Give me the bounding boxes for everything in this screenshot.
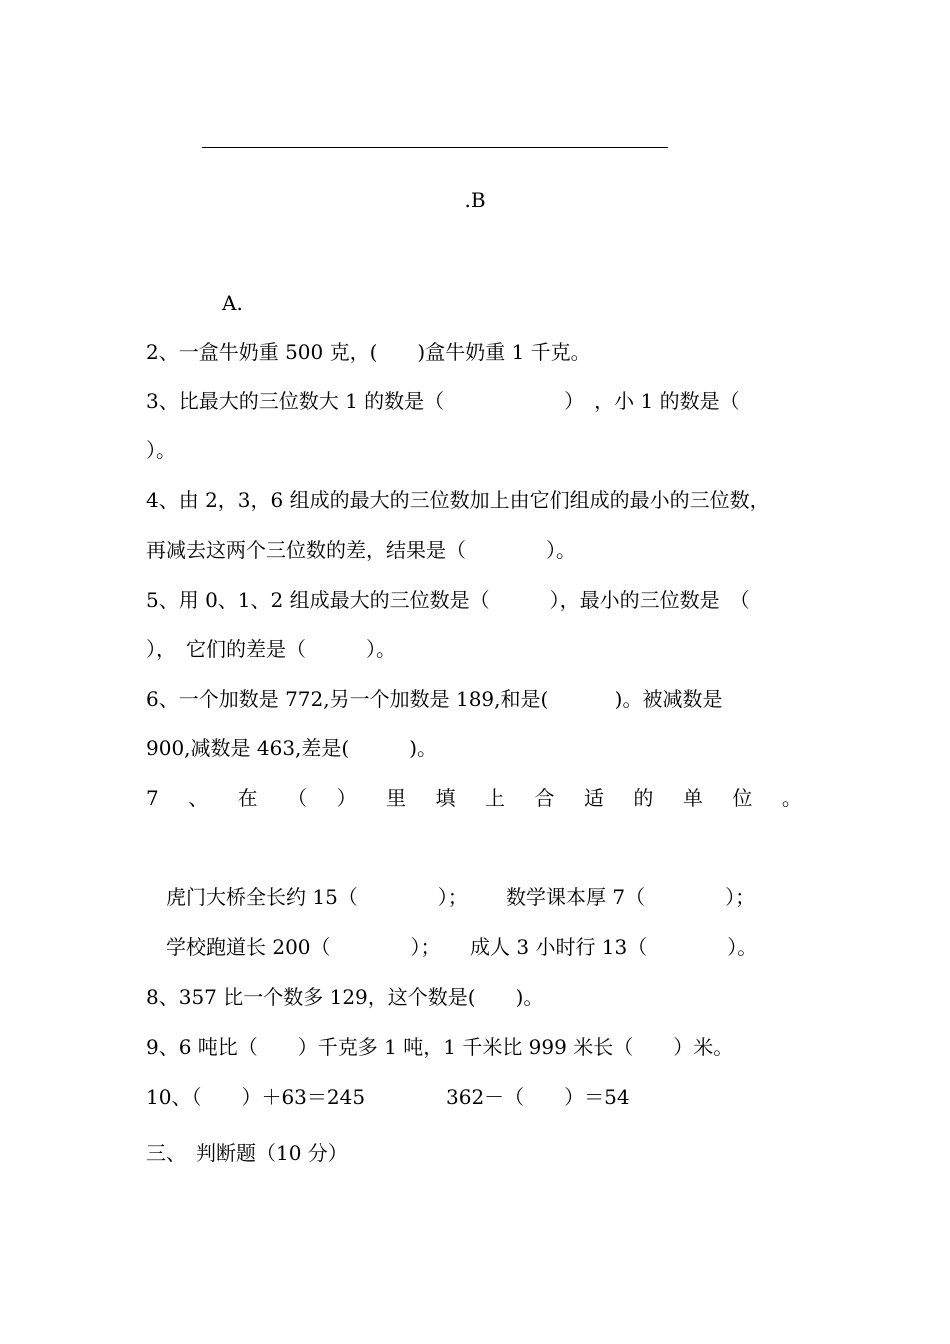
q7-char: 、: [188, 786, 209, 810]
question-4-line-2: 再减去这两个三位数的差，结果是（ ）。: [146, 538, 576, 562]
q7-char: 里: [386, 786, 407, 810]
question-10-part-1: 10、（ ）＋63＝245: [146, 1085, 366, 1109]
question-4-line-1: 4、由 2，3，6 组成的最大的三位数加上由它们组成的最小的三位数，: [146, 488, 770, 512]
question-3-line-2: ）。: [146, 438, 176, 462]
q7-char: 上: [485, 786, 506, 810]
q7-char: 的: [633, 786, 654, 810]
question-7-sub-1b: 数学课本厚 7（ ）；: [506, 885, 756, 909]
question-3-line-1: 3、比最大的三位数大 1 的数是（ ） ，小 1 的数是（: [146, 389, 740, 413]
q7-char: ）: [336, 786, 357, 810]
q7-char: 位: [732, 786, 753, 810]
question-5-line-2: ）， 它们的差是（ ）。: [146, 637, 396, 661]
question-7: [146, 785, 802, 811]
question-7-sub-2b: 成人 3 小时行 13（ ）。: [470, 935, 758, 959]
q7-char: 。: [781, 786, 802, 810]
label-b: .B: [464, 188, 486, 212]
question-5-line-1: 5、用 0、1、2 组成最大的三位数是（ ），最小的三位数是 （: [146, 588, 750, 612]
label-a: A.: [222, 291, 243, 315]
question-6-line-1: 6、一个加数是 772,另一个加数是 189,和是( )。被减数是: [146, 687, 723, 711]
section-title: 三、 判断题（10 分）: [146, 1141, 348, 1165]
question-2: 2、一盒牛奶重 500 克，( )盒牛奶重 1 千克。: [146, 340, 591, 364]
q7-char: 7: [146, 786, 159, 810]
q7-char: 在: [237, 786, 258, 810]
q7-char: 合: [534, 786, 555, 810]
q7-char: 适: [583, 786, 604, 810]
question-6-line-2: 900,减数是 463,差是( )。: [146, 736, 438, 760]
question-7-sub-1a: 虎门大桥全长约 15（ ）；: [166, 885, 468, 909]
question-9: 9、6 吨比（ ）千克多 1 吨，1 千米比 999 米长（ ）米。: [146, 1035, 734, 1059]
header-rule: [202, 147, 668, 148]
q7-char: （: [287, 786, 308, 810]
q7-char: 单: [682, 786, 703, 810]
question-7-sub-2a: 学校跑道长 200（ ）；: [166, 935, 441, 959]
q7-char: 填: [435, 786, 456, 810]
question-8: 8、357 比一个数多 129，这个数是( )。: [146, 985, 544, 1009]
question-10-part-2: 362－（ ）＝54: [446, 1085, 630, 1109]
